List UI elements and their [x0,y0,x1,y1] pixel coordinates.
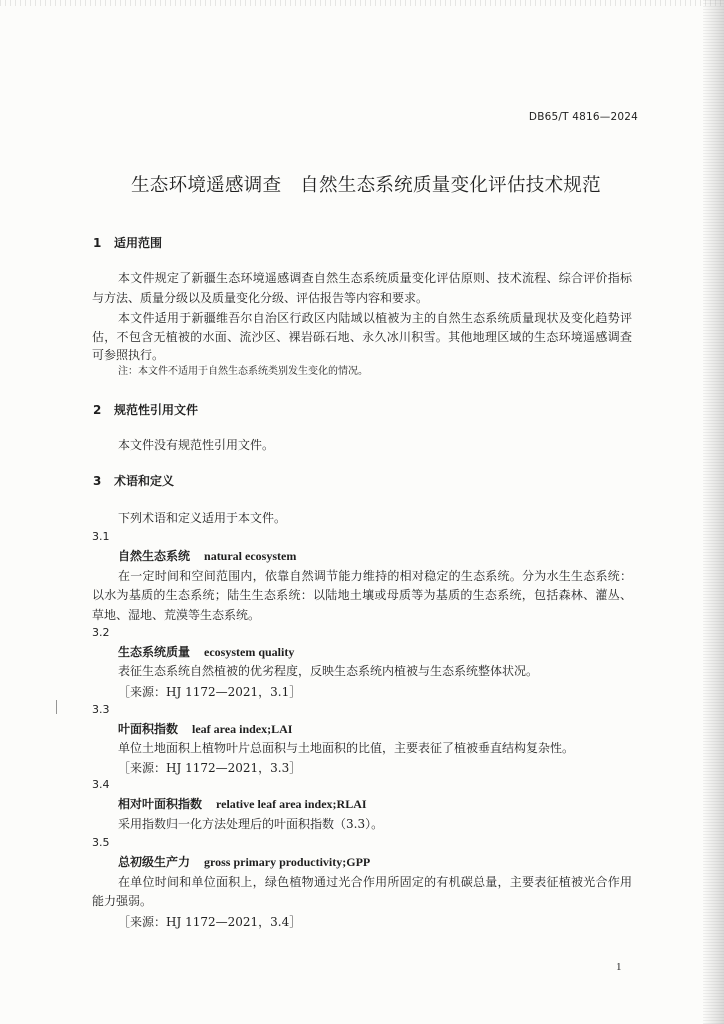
section-1-heading: 适用范围 [114,236,163,250]
normative-references-text: 本文件没有规范性引用文件。 [118,438,275,452]
document-title: 生态环境遥感调查 自然生态系统质量变化评估技术规范 [130,175,601,196]
term-definition-line: 以水为基质的生态系统；陆生生态系统：以陆地土壤或母质等为基质的生态系统，包括森林、灌丛、 [92,588,632,602]
scope-line-3: 本文件适用于新疆维吾尔自治区行政区内陆域以植被为主的自然生态系统质量现状及变化趋势评 [118,311,632,325]
section-3-heading: 术语和定义 [114,474,175,488]
term-number: 3.1 [92,530,110,543]
terms-intro: 下列术语和定义适用于本文件。 [118,511,287,525]
term-zh: 叶面积指数 [118,722,179,736]
scope-line-4: 估，不包含无植被的水面、流沙区、裸岩砾石地、永久冰川积雪。其他地理区域的生态环境遥感调查 [92,330,632,344]
term-definition-line: 采用指数归一化方法处理后的叶面积指数（3.3）。 [118,817,384,831]
term-zh: 生态系统质量 [118,645,191,659]
term-en: natural ecosystem [204,549,297,563]
scope-line-2: 与方法、质量分级以及质量变化分级、评估报告等内容和要求。 [92,291,429,305]
term-definition-line: 在一定时间和空间范围内，依靠自然调节能力维持的相对稳定的生态系统。分为水生生态系统： [118,569,632,583]
term-definition-line: 草地、湿地、荒漠等生态系统。 [92,608,261,622]
scope-note: 注：本文件不适用于自然生态系统类别发生变化的情况。 [118,366,368,377]
scope-line-5: 可参照执行。 [92,348,165,362]
term-definition-line: 表征生态系统自然植被的优劣程度，反映生态系统内植被与生态系统整体状况。 [118,664,539,678]
term-en: relative leaf area index;RLAI [216,797,367,811]
term-en: gross primary productivity;GPP [204,855,371,869]
term-source: ［来源：HJ 1172—2021，3.1］ [118,685,302,699]
section-2-heading: 规范性引用文件 [114,403,199,417]
scan-noise-top [0,0,724,6]
scan-mark [56,700,57,714]
term-entry [118,796,367,812]
term-zh: 自然生态系统 [118,549,191,563]
section-1-number: 1 [93,236,102,250]
term-zh: 相对叶面积指数 [118,797,203,811]
term-definition-line: 在单位时间和单位面积上，绿色植物通过光合作用所固定的有机碳总量，主要表征植被光合作用 [118,875,632,889]
term-definition-line: 单位土地面积上植物叶片总面积与土地面积的比值，主要表征了植被垂直结构复杂性。 [118,741,575,755]
term-number: 3.4 [92,778,110,791]
term-entry [118,644,294,660]
scope-line-1: 本文件规定了新疆生态环境遥感调查自然生态系统质量变化评估原则、技术流程、综合评价指标 [118,271,632,285]
term-entry [118,721,292,737]
term-entry [118,548,296,564]
term-number: 3.2 [92,626,110,639]
term-en: leaf area index;LAI [192,722,293,736]
term-entry [118,854,370,870]
term-source: ［来源：HJ 1172—2021，3.4］ [118,915,302,929]
term-en: ecosystem quality [204,645,295,659]
term-number: 3.3 [92,703,110,716]
section-2-number: 2 [93,403,102,417]
term-zh: 总初级生产力 [118,855,191,869]
term-number: 3.5 [92,836,110,849]
page-number: 1 [616,961,622,973]
term-definition-line: 能力强弱。 [92,894,153,908]
term-source: ［来源：HJ 1172—2021，3.3］ [118,761,302,775]
document-code: DB65/T 4816—2024 [528,111,638,123]
scan-edge-right [703,0,724,1024]
section-3-number: 3 [93,474,102,488]
